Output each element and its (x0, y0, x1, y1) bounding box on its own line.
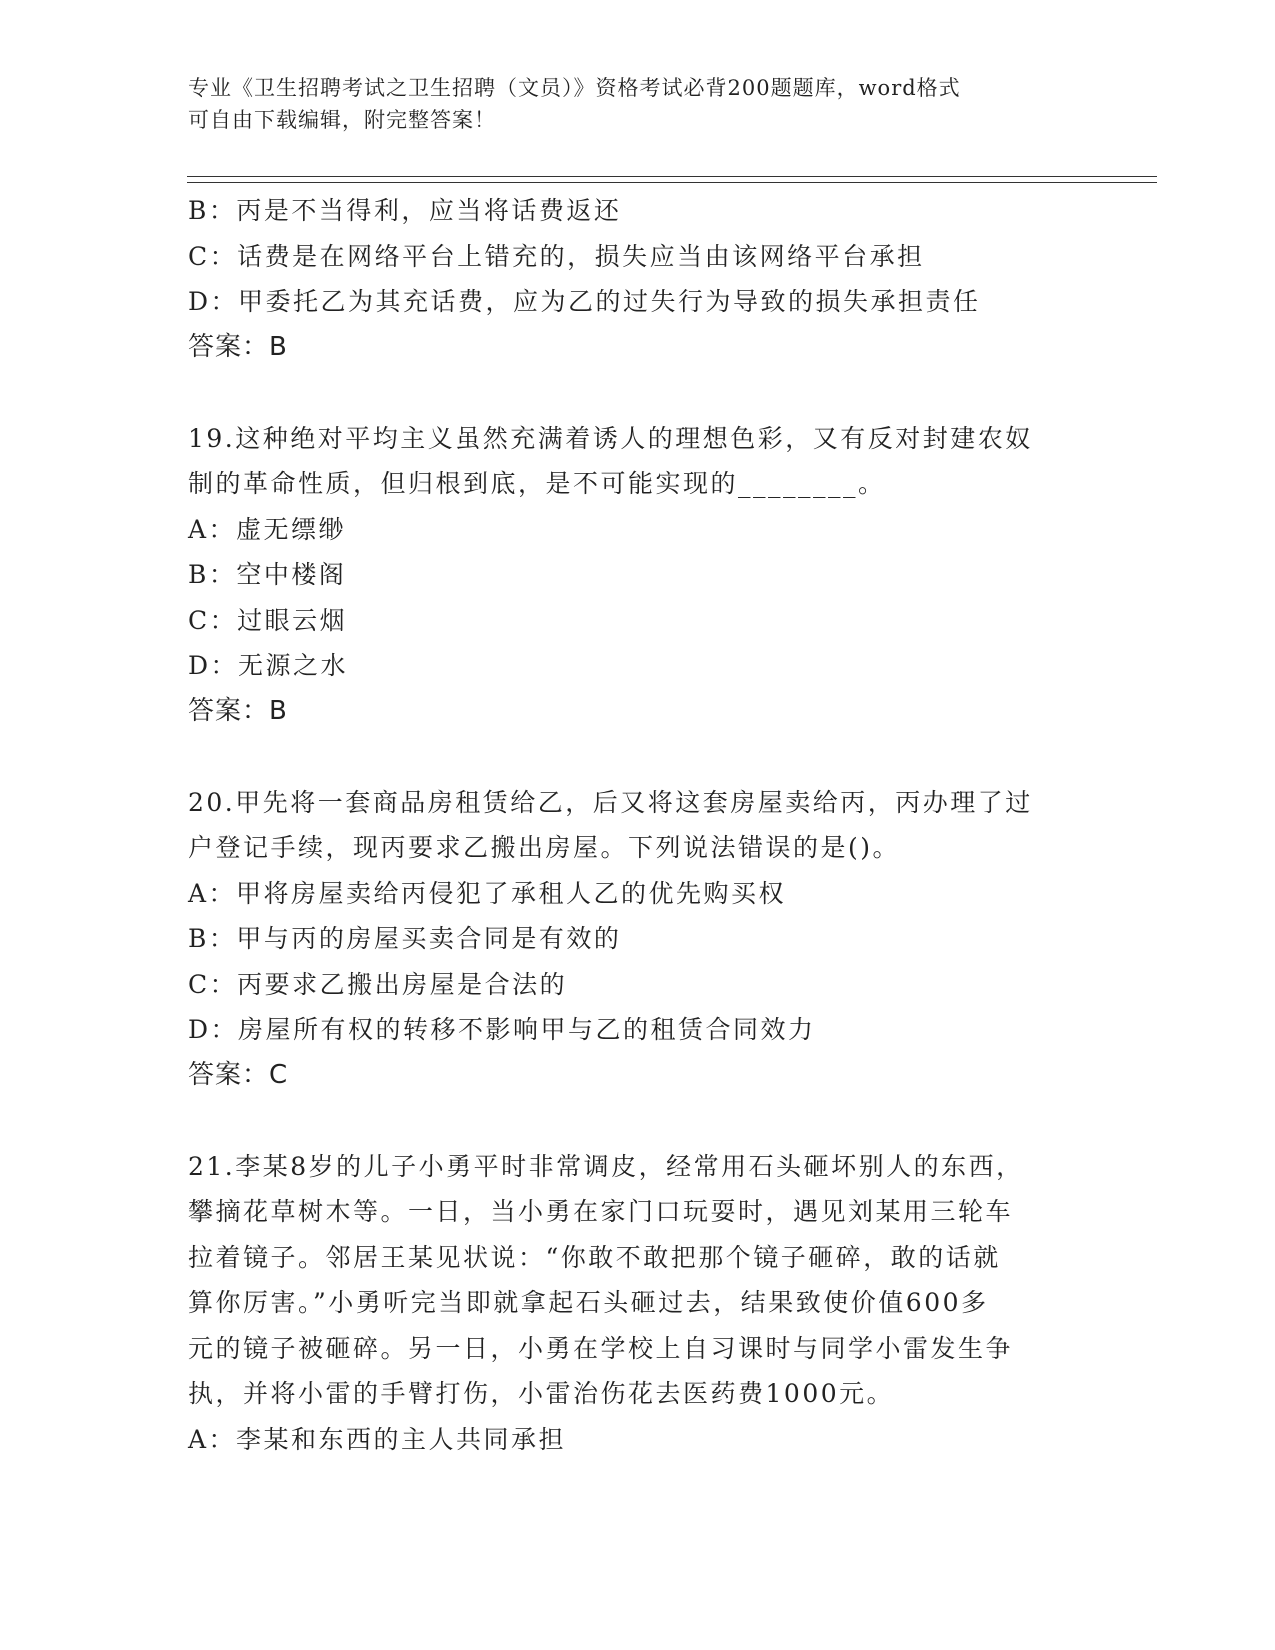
question-stem-line: 19.这种绝对平均主义虽然充满着诱人的理想色彩，又有反对封建农奴 (188, 423, 1033, 453)
option-c: C：丙要求乙搬出房屋是合法的 (188, 969, 568, 999)
question-stem-line: 制的革命性质，但归根到底，是不可能实现的________。 (188, 469, 886, 498)
answer-line: 答案：B (188, 695, 288, 726)
question-20 (188, 780, 1088, 1099)
question-21 (188, 1144, 1088, 1463)
option-a: A：甲将房屋卖给丙侵犯了承租人乙的优先购买权 (188, 878, 787, 908)
question-stem-line: 户登记手续，现丙要求乙搬出房屋。下列说法错误的是()。 (188, 833, 901, 862)
spacer (188, 1098, 1088, 1144)
question-stem-line: 21.李某8岁的儿子小勇平时非常调皮，经常用石头砸坏别人的东西， (188, 1151, 1024, 1181)
option-b: B：空中楼阁 (188, 560, 347, 589)
option-c: C：过眼云烟 (188, 605, 348, 635)
option-b: B：甲与丙的房屋买卖合同是有效的 (188, 924, 622, 953)
option-d: D：无源之水 (188, 651, 349, 680)
document-header (188, 72, 1088, 136)
option-d: D：甲委托乙为其充话费，应为乙的过失行为导致的损失承担责任 (188, 287, 981, 316)
option-a: A：李某和东西的主人共同承担 (188, 1424, 567, 1454)
question-stem-line: 拉着镜子。邻居王某见状说：“你敢不敢把那个镜子砸碎，敢的话就 (188, 1242, 1001, 1272)
spacer (188, 370, 1088, 416)
question-stem-line: 执，并将小雷的手臂打伤，小雷治伤花去医药费1000元。 (188, 1379, 895, 1408)
question-stem-line: 攀摘花草树木等。一日，当小勇在家门口玩耍时，遇见刘某用三轮车 (188, 1197, 1014, 1226)
answer-line: 答案：B (188, 331, 288, 362)
question-stem-line: 算你厉害。”小勇听完当即就拿起石头砸过去，结果致使价值600多 (188, 1288, 989, 1317)
header-divider-top (187, 176, 1157, 177)
header-line-2: 可自由下载编辑，附完整答案！ (188, 108, 496, 132)
question-19 (188, 416, 1088, 735)
answer-line: 答案：C (188, 1059, 289, 1090)
question-stem-line: 20.甲先将一套商品房租赁给乙，后又将这套房屋卖给丙，丙办理了过 (188, 787, 1033, 817)
header-line-1: 专业《卫生招聘考试之卫生招聘（文员）》资格考试必背200题题库，word格式 (188, 76, 961, 100)
option-a: A：虚无缥缈 (188, 514, 347, 544)
option-d: D：房屋所有权的转移不影响甲与乙的租赁合同效力 (188, 1015, 816, 1044)
question-stem-line: 元的镜子被砸碎。另一日，小勇在学校上自习课时与同学小雷发生争 (188, 1333, 1014, 1363)
spacer (188, 734, 1088, 780)
question-18-tail (188, 188, 1088, 370)
option-c: C：话费是在网络平台上错充的，损失应当由该网络平台承担 (188, 241, 925, 271)
document-body (188, 188, 1088, 1462)
header-divider-bottom (187, 182, 1157, 183)
option-b: B：丙是不当得利，应当将话费返还 (188, 196, 622, 225)
